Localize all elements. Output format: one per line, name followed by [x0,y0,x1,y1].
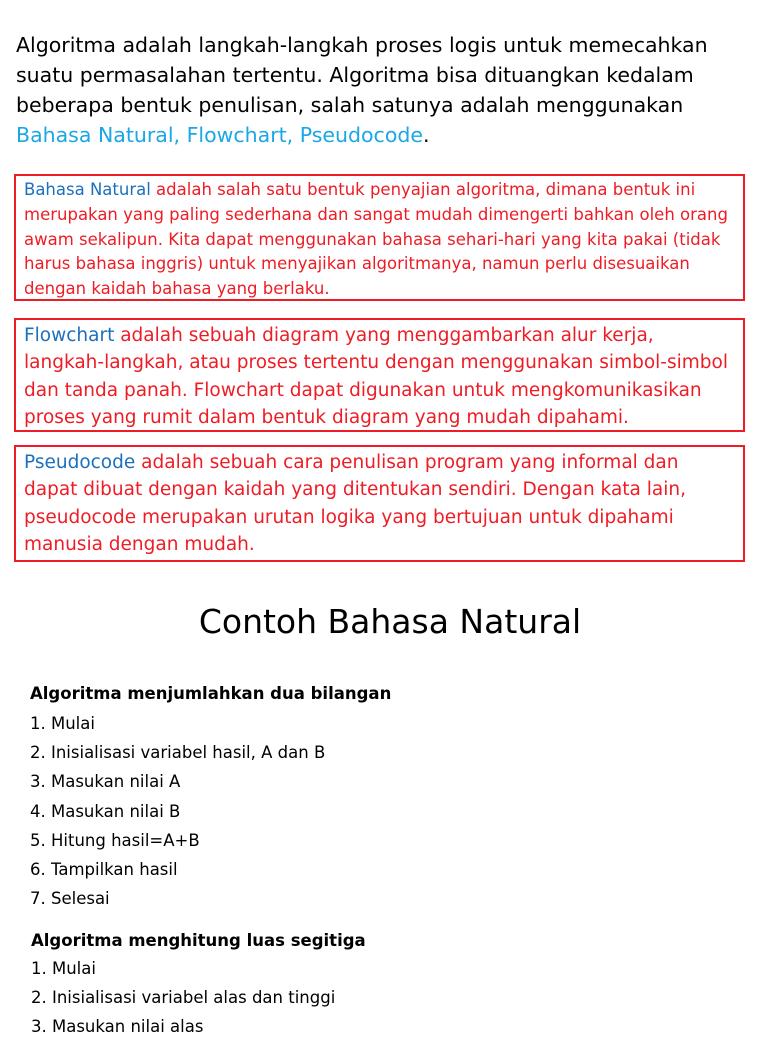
intro-paragraph [16,30,756,150]
intro-period: . [423,123,430,147]
list-item: 2. Inisialisasi variabel alas dan tinggi [31,988,336,1007]
list-item: 4. Masukan nilai B [30,801,181,821]
definition-term: Bahasa Natural [24,180,151,199]
definition-text: adalah sebuah cara penulisan program yang informal dan dapat dibuat dengan kaidah yang ditentukan sendiri. Dengan kata lain, pseudocode merupakan urutan logika yang bertujuan untuk dipahami manusia dengan mudah. [24,452,686,556]
algorithm-sum [30,682,391,913]
definition-box-pseudocode [14,445,745,562]
section-title: Contoh Bahasa Natural [198,602,582,641]
list-item: 3. Masukan nilai A [30,772,181,792]
list-item: 7. Selesai [30,889,110,909]
definition-term: Pseudocode [24,452,136,473]
intro-text: Algoritma adalah langkah-langkah proses logis untuk memecahkan suatu permasalahan tertentu. Algoritma bisa dituangkan kedalam beberapa bentuk penulisan, salah satunya adalah menggunakan [16,33,708,117]
algorithm-steps [30,709,391,913]
algorithm-triangle-area [31,929,366,1041]
list-item: 3. Masukan nilai alas [31,1017,204,1036]
algorithm-steps [31,954,366,1041]
list-item: 6. Tampilkan hasil [30,860,178,880]
definition-term: Flowchart [24,325,115,346]
algorithm-title: Algoritma menjumlahkan dua bilangan [30,684,392,703]
list-item: 2. Inisialisasi variabel hasil, A dan B [30,743,326,763]
definition-text: adalah sebuah diagram yang menggambarkan alur kerja, langkah-langkah, atau proses tertentu dengan menggunakan simbol-simbol dan tanda panah. Flowchart dapat digunakan untuk mengkomunikasikan proses yang rumit dalam bentuk diagram yang mudah dipahami. [24,325,728,429]
list-item: 5. Hitung hasil=A+B [30,830,200,850]
algorithm-title: Algoritma menghitung luas segitiga [31,931,366,950]
definition-box-bahasa-natural [14,174,745,301]
list-item: 1. Mulai [30,714,95,733]
list-item: 1. Mulai [31,959,96,978]
intro-highlight: Bahasa Natural, Flowchart, Pseudocode [16,123,423,147]
definition-text: adalah salah satu bentuk penyajian algoritma, dimana bentuk ini merupakan yang paling sederhana dan sangat mudah dimengerti bahkan oleh orang awam sekalipun. Kita dapat menggunakan bahasa sehari-hari yang kita pakai (tidak harus bahasa inggris) untuk menyajikan algoritmanya, namun perlu disesuaikan dengan kaidah bahasa yang berlaku. [24,180,728,299]
definition-box-flowchart [14,318,745,432]
